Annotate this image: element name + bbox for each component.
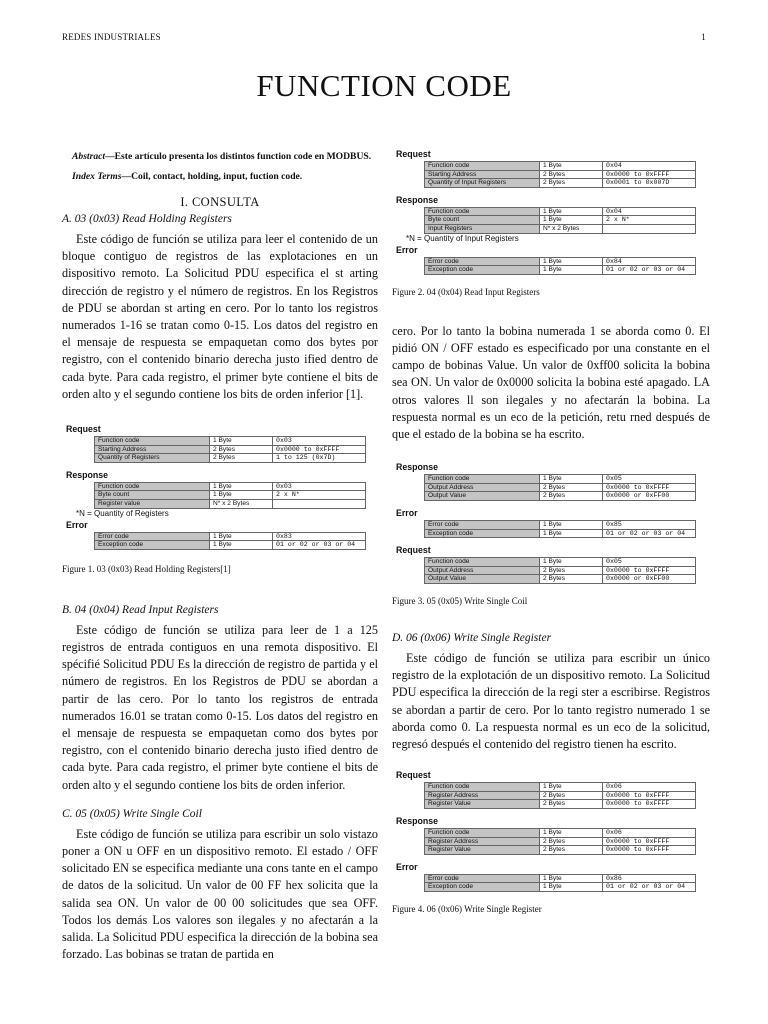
field-value-cell: 01 or 02 or 03 or 04 (603, 529, 696, 538)
table-row (425, 874, 696, 883)
figure-2 (396, 148, 710, 275)
field-value-cell: 0x0001 to 0x007D (603, 179, 696, 188)
abstract-text: —Este artículo presenta los distintos function code en MODBUS. (105, 151, 372, 162)
field-size-cell: 1 Byte (210, 541, 273, 550)
subsection-c-body: Este código de función se utiliza para escribir un solo vistazo poner a ON u OFF en un dispositivo remoto. El estado / OFF solicitado EN se especifica mediante una cons tante en el campo de datos de la solicitud. Un valor de 00 FF hex solicita que la salida sea ON. Un valor de 00 00 solicitudes que sea OFF. Todos los demás Los valores son ilegales y no afectarán a la salida. La Solicitud PDU especifica la dirección de la bobina sea forzado. Las bobinas se tratan de partida en (62, 826, 378, 962)
field-value-cell: 0x0000 to 0xFFFF (603, 837, 696, 846)
field-value-cell: 01 or 02 or 03 or 04 (273, 541, 366, 550)
field-size-cell: 1 Byte (540, 874, 603, 883)
message-block-label: Response (396, 194, 439, 205)
field-value-cell: 0x0000 to 0xFFFF (603, 170, 696, 179)
field-value-cell: 0x83 (273, 532, 366, 541)
table-row (425, 883, 696, 892)
field-name-cell: Byte count (425, 216, 540, 225)
message-field-table (94, 532, 366, 550)
field-name-cell: Register Value (425, 846, 540, 855)
field-size-cell: 1 Byte (540, 266, 603, 275)
table-row (95, 532, 366, 541)
field-value-cell: 0x06 (603, 783, 696, 792)
field-name-cell: Quantity of Registers (95, 454, 210, 463)
field-name-cell: Error code (95, 532, 210, 541)
field-name-cell: Function code (95, 482, 210, 491)
field-name-cell: Quantity of Input Registers (425, 179, 540, 188)
message-field-table (424, 557, 696, 584)
field-value-cell: 0x86 (603, 874, 696, 883)
table-row (425, 162, 696, 171)
field-name-cell: Starting Address (425, 170, 540, 179)
table-row (95, 454, 366, 463)
table-row (425, 837, 696, 846)
field-value-cell: 1 to 125 (0x7D) (273, 454, 366, 463)
message-block-label: Response (396, 462, 439, 473)
right-column (392, 148, 710, 914)
subsection-b-body: Este código de función se utiliza para leer de 1 a 125 registros de entrada contiguos en una remota dispositivo. El spécifié Solicitud PDU Es la dirección de registro de partida y el número de registros. En los Registros de PDU se abordan a partir de las cero. Por lo tanto los registros de entrada numerados 16.01 se tratan como 0-15. Los datos del registro en el mensaje de respuesta se empaquetan como dos bytes por registro, con el contenido binario derecha justo ified dentro de cada byte. Para cada registro, el primer byte contiene el bits de orden alto y el segundo contiene los bits de orden inferior. (62, 622, 378, 792)
message-field-table (424, 207, 696, 234)
table-row (425, 783, 696, 792)
field-size-cell: 2 Bytes (210, 445, 273, 454)
field-size-cell: 2 Bytes (540, 846, 603, 855)
message-block-label: Error (396, 861, 418, 872)
message-block-label: Request (66, 424, 101, 435)
field-value-cell (273, 500, 366, 509)
subsection-d-heading: D. 06 (0x06) Write Single Register (392, 631, 552, 644)
field-name-cell: Function code (425, 475, 540, 484)
message-block-label: Error (396, 244, 418, 255)
table-row (425, 216, 696, 225)
index-terms-text: —Coil, contact, holding, input, fuction code. (121, 171, 303, 182)
table-row (425, 566, 696, 575)
table-row (425, 257, 696, 266)
message-field-table (424, 161, 696, 188)
figure-1-caption: Figure 1. 03 (0x03) Read Holding Registers[1] (62, 563, 231, 574)
field-size-cell: 1 Byte (540, 529, 603, 538)
subsection-c-heading: C. 05 (0x05) Write Single Coil (62, 807, 202, 820)
field-value-cell: 0x84 (603, 257, 696, 266)
table-row (425, 224, 696, 233)
table-row (95, 445, 366, 454)
field-value-cell: 0x85 (603, 520, 696, 529)
field-size-cell: 1 Byte (210, 437, 273, 446)
field-size-cell: 1 Byte (540, 783, 603, 792)
subsection-a-heading: A. 03 (0x03) Read Holding Registers (62, 213, 232, 225)
message-block-label: Response (66, 469, 109, 480)
message-field-table (424, 257, 696, 275)
figure-1 (66, 423, 378, 550)
index-terms-label: Index Terms (72, 171, 122, 182)
figure-3-caption: Figure 3. 05 (0x05) Write Single Coil (392, 595, 528, 606)
table-row (425, 800, 696, 809)
field-size-cell: 1 Byte (540, 216, 603, 225)
field-size-cell: 1 Byte (210, 491, 273, 500)
table-footnote: *N = Quantity of Input Registers (406, 233, 519, 243)
message-block-label: Request (396, 149, 431, 159)
table-row (425, 828, 696, 837)
field-name-cell: Error code (425, 257, 540, 266)
field-value-cell: 0x0000 to 0xFFFF (603, 800, 696, 809)
field-size-cell: 1 Byte (540, 257, 603, 266)
message-field-table (94, 482, 366, 509)
field-size-cell: 2 Bytes (540, 791, 603, 800)
field-name-cell: Register Address (425, 791, 540, 800)
table-row (425, 207, 696, 216)
field-size-cell: 2 Bytes (540, 179, 603, 188)
field-name-cell: Error code (425, 874, 540, 883)
message-block-label: Request (396, 770, 431, 781)
table-row (425, 791, 696, 800)
field-value-cell: 0x0000 to 0xFFFF (273, 445, 366, 454)
field-size-cell: 2 Bytes (540, 483, 603, 492)
field-name-cell: Starting Address (95, 445, 210, 454)
field-value-cell: 0x06 (603, 828, 696, 837)
table-row (425, 483, 696, 492)
field-size-cell: 1 Byte (540, 207, 603, 216)
table-row (95, 541, 366, 550)
subsection-d-body: Este código de función se utiliza para escribir un único registro de la explotación de un dispositivo remoto. La Solicitud PDU especifica la dirección de la regi ster a escribirse. Registros se abordan a partir de cero. Por lo tanto registro numerado 1 se aborda como 0. La respuesta normal es un eco de la solicitud, regresó después el contenido del registro tienen ha escrito. (392, 650, 710, 751)
field-size-cell: 1 Byte (540, 162, 603, 171)
field-value-cell: 0x0000 to 0xFFFF (603, 846, 696, 855)
message-field-table (424, 874, 696, 892)
table-row (425, 846, 696, 855)
table-row (425, 575, 696, 584)
subsection-c-body-continued: cero. Por lo tanto la bobina numerada 1 se aborda como 0. El pidió ON / OFF estado es especificado por una constante en el campo de bobinas Value. Un valor de 0xff00 solicita la bobina sea ON. Un valor de 0x0000 solicita la bobina esté apagado. LA otros valores ll son ilegales y no afectarán la bobina. La respuesta normal es un eco de la petición, retu rned después de que el estado de la bobina se ha escrito. (392, 323, 710, 441)
field-value-cell: 0x0000 to 0xFFFF (603, 566, 696, 575)
table-row (95, 491, 366, 500)
field-name-cell: Exception code (425, 266, 540, 275)
field-name-cell: Exception code (425, 883, 540, 892)
table-row (95, 482, 366, 491)
field-size-cell: 2 Bytes (540, 837, 603, 846)
abstract-label: Abstract (72, 151, 106, 162)
field-size-cell: 2 Bytes (540, 800, 603, 809)
field-value-cell: 0x0000 or 0xFF00 (603, 575, 696, 584)
field-size-cell: 1 Byte (210, 532, 273, 541)
field-value-cell: 0x0000 to 0xFFFF (603, 791, 696, 800)
field-name-cell: Output Value (425, 575, 540, 584)
field-name-cell: Function code (425, 558, 540, 567)
message-field-table (424, 782, 696, 809)
field-size-cell: 1 Byte (540, 828, 603, 837)
field-value-cell: 0x05 (603, 475, 696, 484)
table-row (425, 558, 696, 567)
figure-4-caption: Figure 4. 06 (0x06) Write Single Register (392, 903, 542, 914)
field-name-cell: Register value (95, 500, 210, 509)
table-row (425, 170, 696, 179)
field-name-cell: Register Value (425, 800, 540, 809)
field-value-cell: 2 x N* (273, 491, 366, 500)
left-column (62, 150, 378, 963)
subsection-b-heading: B. 04 (0x04) Read Input Registers (62, 603, 219, 616)
field-name-cell: Error code (425, 520, 540, 529)
section-heading: I. CONSULTA (180, 195, 260, 209)
field-value-cell: 0x04 (603, 162, 696, 171)
field-value-cell: 01 or 02 or 03 or 04 (603, 266, 696, 275)
message-block-label: Response (396, 815, 439, 826)
table-row (425, 492, 696, 501)
field-value-cell: 0x03 (273, 437, 366, 446)
field-size-cell: 2 Bytes (540, 566, 603, 575)
field-name-cell: Byte count (95, 491, 210, 500)
field-value-cell: 0x05 (603, 558, 696, 567)
message-field-table (424, 474, 696, 501)
message-field-table (424, 828, 696, 855)
field-value-cell: 2 x N* (603, 216, 696, 225)
table-row (425, 529, 696, 538)
message-block-label: Request (396, 545, 431, 556)
table-row (425, 179, 696, 188)
field-size-cell: 1 Byte (540, 475, 603, 484)
field-size-cell: N* x 2 Bytes (210, 500, 273, 509)
page-number: 1 (701, 32, 706, 42)
field-name-cell: Function code (95, 437, 210, 446)
figure-2-caption: Figure 2. 04 (0x04) Read Input Registers (392, 286, 540, 297)
field-name-cell: Register Address (425, 837, 540, 846)
field-size-cell: 1 Byte (540, 883, 603, 892)
table-row (95, 500, 366, 509)
table-row (425, 475, 696, 484)
figure-4 (396, 769, 710, 892)
journal-name: REDES INDUSTRIALES (62, 32, 161, 42)
field-name-cell: Exception code (95, 541, 210, 550)
subsection-a-body: Este código de función se utiliza para leer el contenido de un bloque contiguo de registros de las explotaciones en un dispositivo remoto. La Solicitud PDU especifica el st arting dirección de registro y el número de registros. En los Registros de PDU se abordan st arting en cero. Por lo tanto los registros numerados 1-16 se tratan como 0-15. Los datos del registro en el mensaje de respuesta se empaquetan como dos bytes por registro, con el contenido binario derecha justo ified dentro de cada byte. Para cada registro, el primer byte contiene el bits de orden alto y el segundo contiene los bits de orden inferior [1]. (62, 232, 378, 401)
field-size-cell: 1 Byte (540, 558, 603, 567)
field-size-cell: 1 Byte (210, 482, 273, 491)
running-header (62, 32, 706, 42)
field-value-cell: 0x04 (603, 207, 696, 216)
message-block-label: Error (66, 519, 88, 530)
abstract (62, 150, 378, 163)
field-size-cell: 2 Bytes (210, 454, 273, 463)
field-value-cell: 0x0000 or 0xFF00 (603, 492, 696, 501)
field-name-cell: Function code (425, 828, 540, 837)
field-name-cell: Exception code (425, 529, 540, 538)
table-row (425, 520, 696, 529)
field-name-cell: Function code (425, 207, 540, 216)
field-name-cell: Function code (425, 162, 540, 171)
field-name-cell: Input Registers (425, 224, 540, 233)
table-footnote: *N = Quantity of Registers (76, 508, 169, 518)
figure-3 (396, 461, 710, 584)
field-size-cell: 1 Byte (540, 520, 603, 529)
field-value-cell: 0x03 (273, 482, 366, 491)
message-block-label: Error (396, 507, 418, 518)
field-name-cell: Output Address (425, 483, 540, 492)
field-size-cell: 2 Bytes (540, 170, 603, 179)
field-value-cell (603, 224, 696, 233)
field-size-cell: 2 Bytes (540, 575, 603, 584)
field-value-cell: 01 or 02 or 03 or 04 (603, 883, 696, 892)
field-name-cell: Output Value (425, 492, 540, 501)
field-name-cell: Function code (425, 783, 540, 792)
message-field-table (424, 520, 696, 538)
field-size-cell: 2 Bytes (540, 492, 603, 501)
field-name-cell: Output Address (425, 566, 540, 575)
table-row (95, 437, 366, 446)
table-row (425, 266, 696, 275)
field-size-cell: N* x 2 Bytes (540, 224, 603, 233)
message-field-table (94, 436, 366, 463)
paper-title: FUNCTION CODE (256, 68, 512, 103)
index-terms (62, 170, 378, 183)
field-value-cell: 0x0000 to 0xFFFF (603, 483, 696, 492)
